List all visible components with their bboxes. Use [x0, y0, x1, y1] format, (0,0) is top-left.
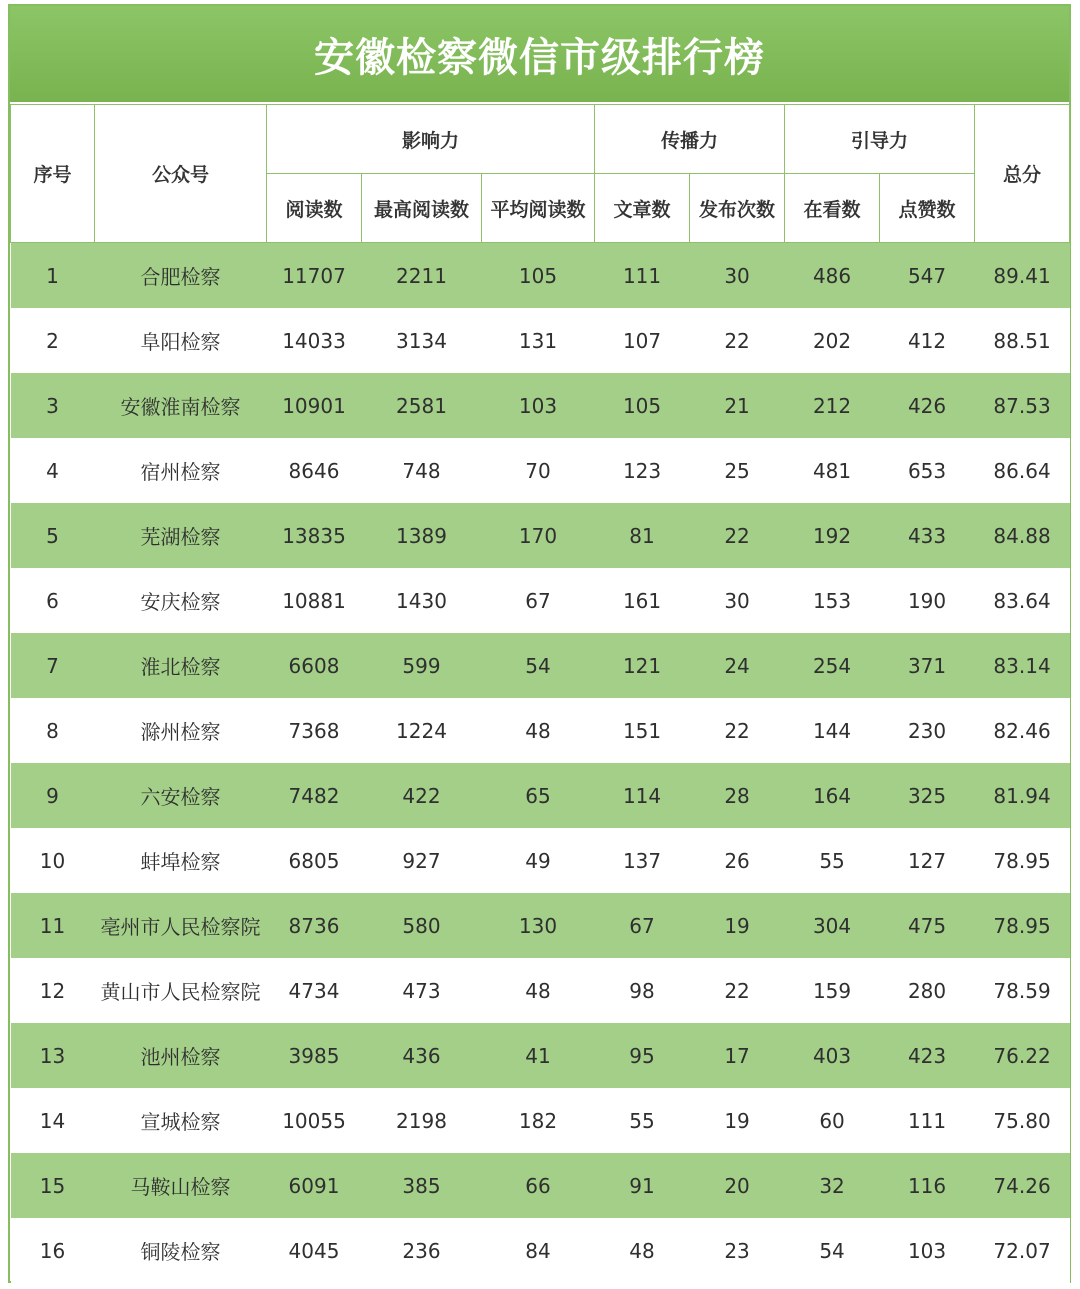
cell-likes: 280	[880, 958, 975, 1023]
cell-reads: 8646	[267, 438, 362, 503]
cell-watching: 192	[785, 503, 880, 568]
cell-max-reads: 1224	[362, 698, 482, 763]
cell-reads: 10901	[267, 373, 362, 438]
table-body	[11, 243, 1070, 1284]
header-group-guide: 引导力	[785, 105, 975, 174]
cell-total: 84.88	[975, 503, 1070, 568]
header-group-spread: 传播力	[595, 105, 785, 174]
cell-reads: 10881	[267, 568, 362, 633]
cell-watching: 54	[785, 1218, 880, 1283]
table-row	[11, 1218, 1070, 1283]
cell-posts: 22	[690, 503, 785, 568]
cell-total: 78.95	[975, 893, 1070, 958]
cell-rank: 7	[11, 633, 95, 698]
cell-posts: 28	[690, 763, 785, 828]
cell-rank: 15	[11, 1153, 95, 1218]
cell-avg-reads: 131	[482, 308, 595, 373]
page-title: 安徽检察微信市级排行榜	[314, 33, 765, 81]
cell-rank: 12	[11, 958, 95, 1023]
header-max-reads: 最高阅读数	[362, 174, 482, 243]
cell-max-reads: 599	[362, 633, 482, 698]
cell-watching: 144	[785, 698, 880, 763]
cell-rank: 9	[11, 763, 95, 828]
cell-watching: 55	[785, 828, 880, 893]
table-row	[11, 698, 1070, 763]
cell-max-reads: 473	[362, 958, 482, 1023]
table-row	[11, 243, 1070, 309]
cell-max-reads: 580	[362, 893, 482, 958]
cell-avg-reads: 170	[482, 503, 595, 568]
cell-total: 83.14	[975, 633, 1070, 698]
cell-reads: 7368	[267, 698, 362, 763]
cell-avg-reads: 48	[482, 698, 595, 763]
cell-articles: 137	[595, 828, 690, 893]
cell-total: 75.80	[975, 1088, 1070, 1153]
cell-rank: 5	[11, 503, 95, 568]
cell-likes: 190	[880, 568, 975, 633]
cell-articles: 123	[595, 438, 690, 503]
cell-articles: 105	[595, 373, 690, 438]
cell-avg-reads: 67	[482, 568, 595, 633]
cell-account: 池州检察	[95, 1023, 267, 1088]
table-row	[11, 568, 1070, 633]
cell-posts: 30	[690, 243, 785, 309]
cell-max-reads: 2211	[362, 243, 482, 309]
header-row-groups	[11, 105, 1070, 174]
cell-likes: 433	[880, 503, 975, 568]
cell-rank: 3	[11, 373, 95, 438]
cell-avg-reads: 130	[482, 893, 595, 958]
cell-likes: 547	[880, 243, 975, 309]
cell-total: 88.51	[975, 308, 1070, 373]
cell-watching: 403	[785, 1023, 880, 1088]
cell-reads: 4045	[267, 1218, 362, 1283]
cell-rank: 2	[11, 308, 95, 373]
cell-watching: 159	[785, 958, 880, 1023]
table-row	[11, 373, 1070, 438]
cell-posts: 21	[690, 373, 785, 438]
cell-watching: 486	[785, 243, 880, 309]
cell-likes: 412	[880, 308, 975, 373]
cell-max-reads: 2198	[362, 1088, 482, 1153]
cell-account: 宿州检察	[95, 438, 267, 503]
cell-account: 安徽淮南检察	[95, 373, 267, 438]
table-row	[11, 763, 1070, 828]
table-row	[11, 1153, 1070, 1218]
cell-account: 阜阳检察	[95, 308, 267, 373]
cell-reads: 4734	[267, 958, 362, 1023]
cell-watching: 304	[785, 893, 880, 958]
cell-rank: 10	[11, 828, 95, 893]
header-articles: 文章数	[595, 174, 690, 243]
cell-posts: 22	[690, 958, 785, 1023]
cell-articles: 161	[595, 568, 690, 633]
cell-avg-reads: 49	[482, 828, 595, 893]
cell-posts: 30	[690, 568, 785, 633]
cell-total: 81.94	[975, 763, 1070, 828]
cell-total: 76.22	[975, 1023, 1070, 1088]
cell-watching: 164	[785, 763, 880, 828]
cell-watching: 60	[785, 1088, 880, 1153]
cell-likes: 103	[880, 1218, 975, 1283]
cell-articles: 67	[595, 893, 690, 958]
cell-likes: 325	[880, 763, 975, 828]
cell-rank: 4	[11, 438, 95, 503]
ranking-card	[8, 4, 1071, 1283]
cell-total: 87.53	[975, 373, 1070, 438]
cell-reads: 7482	[267, 763, 362, 828]
ranking-table	[10, 104, 1070, 1283]
cell-max-reads: 422	[362, 763, 482, 828]
cell-articles: 107	[595, 308, 690, 373]
cell-rank: 6	[11, 568, 95, 633]
cell-account: 合肥检察	[95, 243, 267, 309]
cell-likes: 111	[880, 1088, 975, 1153]
cell-likes: 371	[880, 633, 975, 698]
cell-rank: 13	[11, 1023, 95, 1088]
cell-posts: 17	[690, 1023, 785, 1088]
cell-reads: 6091	[267, 1153, 362, 1218]
cell-likes: 475	[880, 893, 975, 958]
cell-avg-reads: 105	[482, 243, 595, 309]
header-rank: 序号	[11, 105, 95, 243]
cell-reads: 6608	[267, 633, 362, 698]
cell-posts: 20	[690, 1153, 785, 1218]
cell-avg-reads: 66	[482, 1153, 595, 1218]
table-row	[11, 503, 1070, 568]
cell-total: 72.07	[975, 1218, 1070, 1283]
header-total: 总分	[975, 105, 1070, 243]
cell-articles: 55	[595, 1088, 690, 1153]
cell-articles: 91	[595, 1153, 690, 1218]
cell-posts: 22	[690, 308, 785, 373]
cell-account: 滁州检察	[95, 698, 267, 763]
table-header	[11, 105, 1070, 243]
table-row	[11, 308, 1070, 373]
cell-max-reads: 1430	[362, 568, 482, 633]
cell-avg-reads: 65	[482, 763, 595, 828]
cell-watching: 481	[785, 438, 880, 503]
cell-max-reads: 2581	[362, 373, 482, 438]
header-watching: 在看数	[785, 174, 880, 243]
cell-avg-reads: 182	[482, 1088, 595, 1153]
header-likes: 点赞数	[880, 174, 975, 243]
cell-articles: 151	[595, 698, 690, 763]
header-account: 公众号	[95, 105, 267, 243]
cell-likes: 426	[880, 373, 975, 438]
cell-max-reads: 1389	[362, 503, 482, 568]
cell-max-reads: 236	[362, 1218, 482, 1283]
cell-rank: 8	[11, 698, 95, 763]
header-posts: 发布次数	[690, 174, 785, 243]
header-reads: 阅读数	[267, 174, 362, 243]
cell-max-reads: 748	[362, 438, 482, 503]
cell-articles: 95	[595, 1023, 690, 1088]
cell-watching: 202	[785, 308, 880, 373]
cell-account: 亳州市人民检察院	[95, 893, 267, 958]
cell-watching: 254	[785, 633, 880, 698]
cell-account: 铜陵检察	[95, 1218, 267, 1283]
cell-reads: 13835	[267, 503, 362, 568]
cell-max-reads: 436	[362, 1023, 482, 1088]
cell-rank: 1	[11, 243, 95, 309]
cell-reads: 8736	[267, 893, 362, 958]
cell-avg-reads: 41	[482, 1023, 595, 1088]
cell-likes: 116	[880, 1153, 975, 1218]
table-row	[11, 1023, 1070, 1088]
title-banner	[10, 6, 1069, 102]
cell-avg-reads: 103	[482, 373, 595, 438]
cell-reads: 3985	[267, 1023, 362, 1088]
cell-posts: 23	[690, 1218, 785, 1283]
cell-posts: 26	[690, 828, 785, 893]
header-group-influence: 影响力	[267, 105, 595, 174]
header-avg-reads: 平均阅读数	[482, 174, 595, 243]
cell-reads: 11707	[267, 243, 362, 309]
cell-max-reads: 385	[362, 1153, 482, 1218]
cell-watching: 212	[785, 373, 880, 438]
cell-rank: 11	[11, 893, 95, 958]
cell-posts: 19	[690, 893, 785, 958]
cell-articles: 121	[595, 633, 690, 698]
cell-account: 蚌埠检察	[95, 828, 267, 893]
cell-account: 芜湖检察	[95, 503, 267, 568]
cell-account: 淮北检察	[95, 633, 267, 698]
cell-max-reads: 927	[362, 828, 482, 893]
cell-reads: 10055	[267, 1088, 362, 1153]
cell-account: 安庆检察	[95, 568, 267, 633]
cell-articles: 48	[595, 1218, 690, 1283]
cell-posts: 25	[690, 438, 785, 503]
table-row	[11, 438, 1070, 503]
cell-total: 78.95	[975, 828, 1070, 893]
cell-reads: 14033	[267, 308, 362, 373]
cell-account: 黄山市人民检察院	[95, 958, 267, 1023]
cell-rank: 14	[11, 1088, 95, 1153]
cell-likes: 653	[880, 438, 975, 503]
cell-articles: 111	[595, 243, 690, 309]
table-row	[11, 958, 1070, 1023]
cell-posts: 19	[690, 1088, 785, 1153]
cell-reads: 6805	[267, 828, 362, 893]
cell-articles: 114	[595, 763, 690, 828]
cell-watching: 32	[785, 1153, 880, 1218]
cell-total: 74.26	[975, 1153, 1070, 1218]
cell-account: 宣城检察	[95, 1088, 267, 1153]
table-row	[11, 633, 1070, 698]
cell-likes: 127	[880, 828, 975, 893]
cell-max-reads: 3134	[362, 308, 482, 373]
table-row	[11, 893, 1070, 958]
cell-total: 78.59	[975, 958, 1070, 1023]
cell-posts: 24	[690, 633, 785, 698]
cell-avg-reads: 48	[482, 958, 595, 1023]
cell-avg-reads: 70	[482, 438, 595, 503]
table-row	[11, 828, 1070, 893]
cell-posts: 22	[690, 698, 785, 763]
cell-total: 89.41	[975, 243, 1070, 309]
cell-watching: 153	[785, 568, 880, 633]
table-row	[11, 1088, 1070, 1153]
cell-avg-reads: 54	[482, 633, 595, 698]
cell-total: 86.64	[975, 438, 1070, 503]
cell-total: 82.46	[975, 698, 1070, 763]
cell-total: 83.64	[975, 568, 1070, 633]
cell-likes: 230	[880, 698, 975, 763]
cell-likes: 423	[880, 1023, 975, 1088]
cell-articles: 81	[595, 503, 690, 568]
cell-account: 六安检察	[95, 763, 267, 828]
cell-account: 马鞍山检察	[95, 1153, 267, 1218]
cell-rank: 16	[11, 1218, 95, 1283]
cell-avg-reads: 84	[482, 1218, 595, 1283]
cell-articles: 98	[595, 958, 690, 1023]
